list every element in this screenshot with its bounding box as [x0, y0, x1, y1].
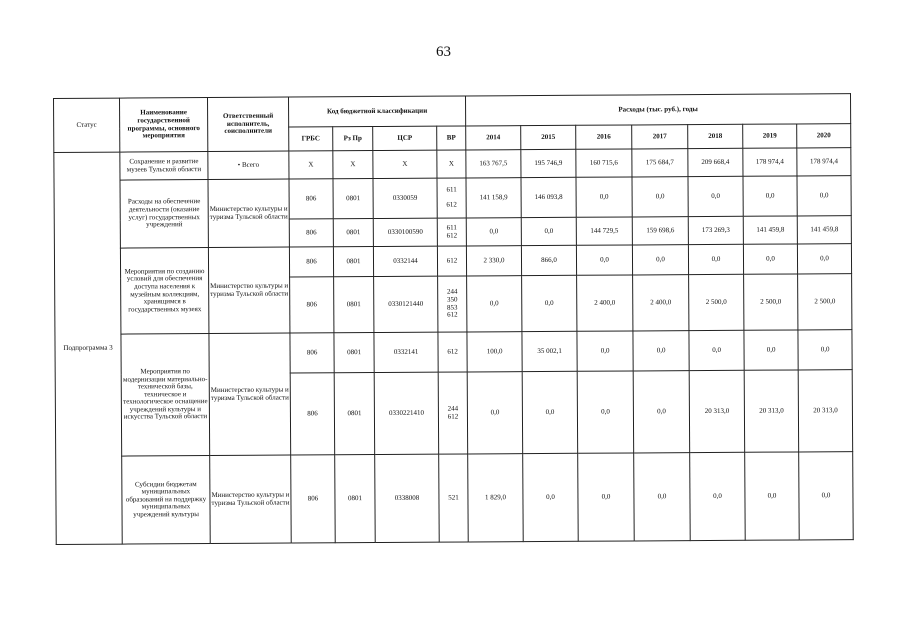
header-grbs: ГРБС — [289, 127, 333, 151]
value-cell: 0,0 — [743, 244, 797, 274]
value-cell: 2 400,0 — [577, 275, 633, 331]
value-cell: 0,0 — [578, 453, 635, 541]
value-cell: 0,0 — [798, 330, 852, 370]
total-csr: Х — [373, 150, 437, 178]
header-csr: ЦСР — [373, 126, 437, 150]
rzpr-cell: 0801 — [333, 179, 373, 219]
value-cell: 1 829,0 — [468, 454, 524, 542]
value-cell: 0,0 — [522, 371, 577, 453]
value-cell: 0,0 — [466, 218, 521, 246]
rzpr-cell: 0801 — [334, 277, 374, 333]
header-year: 2015 — [521, 125, 576, 149]
value-cell: 0,0 — [632, 177, 688, 217]
vr-cell: 244 612 — [438, 372, 468, 454]
measure-responsible: Министерство культуры и туризма Тульской области — [209, 333, 291, 455]
status-cell: Подпрограмма 3 — [54, 152, 122, 544]
budget-table — [53, 93, 854, 545]
total-rzpr: Х — [333, 151, 373, 179]
grbs-cell: 806 — [289, 179, 333, 219]
total-value: 178 974,4 — [743, 148, 797, 176]
header-year: 2018 — [688, 124, 743, 148]
value-cell: 2 500,0 — [689, 274, 744, 330]
header-year: 2020 — [797, 124, 851, 148]
measure-responsible: Министерство культуры и туризма Тульской области — [210, 455, 292, 543]
value-cell: 0,0 — [743, 176, 797, 216]
csr-cell: 0332141 — [374, 332, 438, 372]
header-year: 2017 — [632, 125, 688, 149]
vr-cell: 612 — [437, 246, 466, 276]
measure-name: Расходы на обеспечение деятельности (оказание услуг) государственных учреждений — [120, 180, 208, 249]
value-cell: 0,0 — [467, 276, 522, 332]
header-responsible: Ответственный исполнитель, соисполнители — [208, 97, 289, 151]
rzpr-cell: 0801 — [334, 373, 375, 455]
value-cell: 144 729,5 — [576, 217, 632, 245]
header-status: Статус — [54, 98, 120, 152]
total-value: 163 767,5 — [466, 150, 521, 178]
table-row — [54, 244, 851, 279]
header-year: 2016 — [576, 125, 632, 149]
value-cell: 0,0 — [523, 453, 579, 541]
header-vr: ВР — [437, 126, 466, 150]
value-cell: 35 002,1 — [522, 331, 577, 371]
vr-cell: 244 350 853 612 — [438, 276, 467, 332]
value-cell: 141 158,9 — [466, 178, 521, 218]
grbs-cell: 806 — [289, 219, 333, 247]
value-cell: 0,0 — [576, 177, 632, 217]
vr-cell: 611 612 — [437, 178, 466, 218]
value-cell: 20 313,0 — [689, 370, 744, 452]
vr-cell: 611 612 — [437, 218, 466, 246]
header-year: 2019 — [743, 124, 797, 148]
value-cell: 0,0 — [690, 452, 746, 540]
value-cell: 0,0 — [797, 244, 851, 274]
value-cell: 0,0 — [577, 371, 633, 453]
header-year: 2014 — [466, 126, 521, 150]
value-cell: 2 500,0 — [798, 274, 852, 330]
value-cell: 0,0 — [688, 176, 743, 216]
value-cell: 20 313,0 — [744, 370, 798, 452]
value-cell: 141 459,8 — [797, 216, 851, 244]
value-cell: 0,0 — [577, 331, 633, 371]
rzpr-cell: 0801 — [333, 219, 373, 247]
value-cell: 866,0 — [521, 245, 576, 275]
rzpr-cell: 0801 — [334, 333, 374, 373]
vr-cell: 521 — [439, 454, 469, 542]
grbs-cell: 806 — [289, 247, 333, 277]
measure-responsible: Министерство культуры и туризма Тульской области — [208, 247, 290, 333]
table-row — [56, 452, 854, 545]
total-value: 160 715,6 — [576, 149, 632, 177]
measure-name: Субсидии бюджетам муниципальных образований на поддержку муниципальных учреждений культуры — [122, 456, 211, 545]
value-cell: 20 313,0 — [798, 370, 853, 452]
grbs-cell: 806 — [290, 373, 335, 455]
value-cell: 2 400,0 — [633, 275, 689, 331]
total-label: • Всего — [208, 151, 289, 179]
value-cell: 2 500,0 — [744, 274, 798, 330]
value-cell: 159 698,6 — [632, 217, 688, 245]
subprogram-name: Сохранение и развитие музеев Тульской области — [120, 152, 208, 181]
csr-cell: 0338008 — [375, 454, 440, 542]
value-cell: 0,0 — [576, 245, 632, 275]
csr-cell: 0332144 — [373, 246, 437, 276]
value-cell: 0,0 — [688, 244, 743, 274]
total-value: 195 746,9 — [521, 149, 576, 177]
value-cell: 0,0 — [633, 331, 689, 371]
header-budget-code: Код бюджетной классификации — [288, 96, 465, 127]
value-cell: 0,0 — [633, 371, 689, 453]
page-number: 63 — [436, 44, 451, 60]
value-cell: 146 093,8 — [521, 177, 576, 217]
csr-cell: 0330221410 — [374, 372, 438, 454]
table-row — [54, 176, 851, 221]
header-expenses: Расходы (тыс. руб.), годы — [466, 94, 851, 126]
value-cell: 0,0 — [632, 245, 688, 275]
table-row — [55, 330, 852, 375]
total-value: 175 684,7 — [632, 149, 688, 177]
total-vr: Х — [437, 150, 466, 178]
measure-responsible: Министерство культуры и туризма Тульской области — [208, 179, 289, 247]
csr-cell: 0330121440 — [374, 276, 438, 332]
csr-cell: 0330100590 — [373, 218, 437, 246]
grbs-cell: 806 — [290, 333, 334, 373]
rzpr-cell: 0801 — [335, 455, 376, 543]
rzpr-cell: 0801 — [333, 247, 373, 277]
header-program-name: Наименование государственной программы, основного мероприятия — [120, 98, 208, 153]
vr-cell: 612 — [438, 332, 467, 372]
header-rzpr: Рз Пр — [333, 127, 373, 151]
value-cell: 141 459,8 — [743, 216, 797, 244]
value-cell: 173 269,3 — [688, 216, 743, 244]
value-cell: 100,0 — [467, 332, 522, 372]
csr-cell: 0330059 — [373, 178, 437, 218]
value-cell: 0,0 — [522, 275, 577, 331]
total-grbs: Х — [289, 151, 333, 179]
value-cell: 2 330,0 — [466, 246, 521, 276]
value-cell: 0,0 — [634, 453, 691, 541]
value-cell: 0,0 — [521, 217, 576, 245]
measure-name: Мероприятия по созданию условий для обеспечения доступа населения к музейным коллекциям, хранящимся в государственных музеях — [120, 248, 209, 335]
grbs-cell: 806 — [290, 277, 334, 333]
measure-name: Мероприятия по модернизации материально-технической базы, техническое и технологическое оснащение учреждений культуры и искусства Тульской области — [121, 334, 210, 457]
total-value: 178 974,4 — [797, 148, 851, 176]
value-cell: 0,0 — [799, 452, 854, 540]
value-cell: 0,0 — [744, 330, 798, 370]
total-value: 209 668,4 — [688, 148, 743, 176]
value-cell: 0,0 — [689, 330, 744, 370]
value-cell: 0,0 — [745, 452, 800, 540]
value-cell: 0,0 — [467, 372, 522, 454]
grbs-cell: 806 — [291, 455, 336, 543]
value-cell: 0,0 — [797, 176, 851, 216]
